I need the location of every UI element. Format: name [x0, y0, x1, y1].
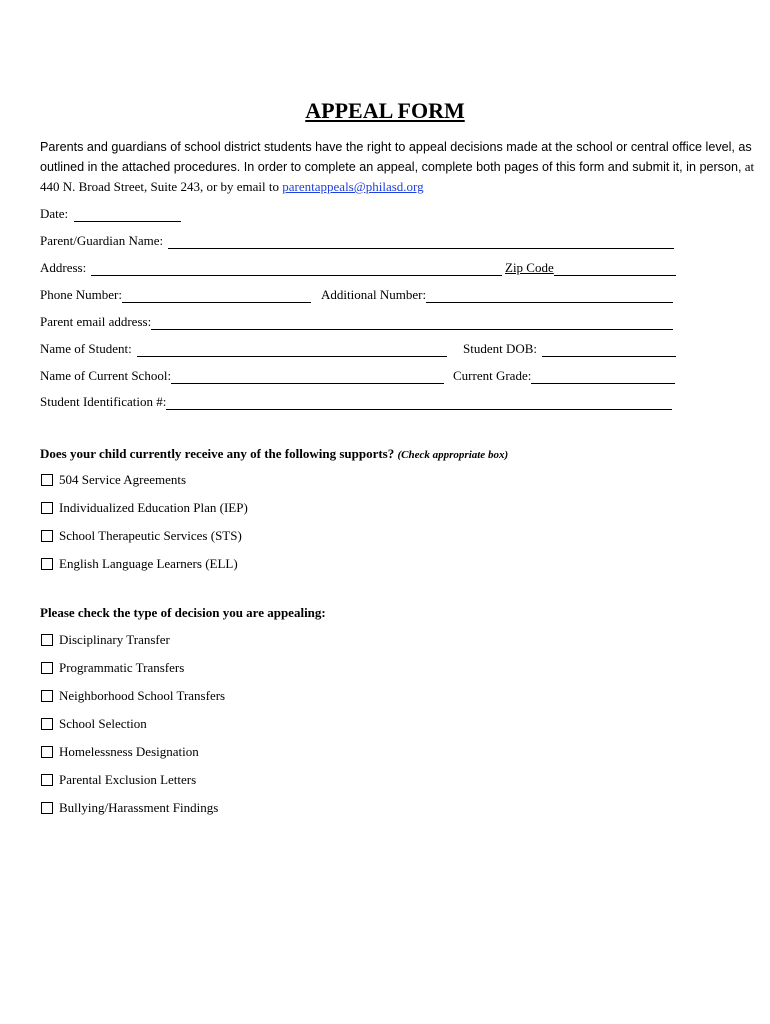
phone-label: Phone Number:	[40, 287, 122, 302]
additional-number-label: Additional Number:	[321, 287, 427, 302]
decision-option-label: Homelessness Designation	[59, 744, 199, 759]
intro-text-address: at 440 N. Broad Street, Suite 243, or by email to	[40, 159, 755, 194]
guardian-name-label: Parent/Guardian Name:	[40, 233, 164, 248]
supports-heading	[40, 446, 508, 462]
date-field[interactable]	[74, 206, 181, 222]
checkbox[interactable]	[41, 802, 53, 814]
current-grade-field[interactable]	[531, 368, 675, 384]
intro-text: Parents and guardians of school district students have the right to appeal decisions made at the school or central office level, as outlined in the attached procedures. In order to complete an appeal, complete both pages of this form and submit it, in person,	[40, 140, 752, 174]
current-grade-row	[453, 366, 675, 384]
parent-email-label: Parent email address:	[40, 314, 152, 329]
student-id-label: Student Identification #:	[40, 394, 167, 409]
additional-number-row	[321, 285, 673, 303]
date-row	[40, 204, 181, 222]
support-option[interactable]	[41, 528, 242, 544]
decision-option[interactable]	[41, 800, 218, 816]
decision-option-label: Neighborhood School Transfers	[59, 688, 226, 703]
appeal-email-link[interactable]: parentappeals@philasd.org	[282, 179, 424, 194]
address-row	[40, 258, 502, 276]
checkbox[interactable]	[41, 502, 53, 514]
zip-code-field[interactable]	[554, 260, 676, 276]
checkbox[interactable]	[41, 746, 53, 758]
current-school-label: Name of Current School:	[40, 368, 172, 383]
support-option[interactable]	[41, 556, 238, 572]
student-dob-field[interactable]	[542, 341, 676, 357]
current-grade-label: Current Grade:	[453, 368, 532, 383]
phone-row	[40, 285, 311, 303]
support-option[interactable]	[41, 472, 186, 488]
support-option-label: Individualized Education Plan (IEP)	[59, 500, 248, 515]
decision-option[interactable]	[41, 744, 199, 760]
decision-option-label: Parental Exclusion Letters	[59, 772, 197, 787]
student-name-row	[40, 339, 447, 357]
decisions-heading: Please check the type of decision you are appealing:	[40, 605, 326, 620]
current-school-row	[40, 366, 444, 384]
parent-email-field[interactable]	[151, 314, 673, 330]
decision-option-label: School Selection	[59, 716, 147, 731]
support-option-label: 504 Service Agreements	[59, 472, 187, 487]
decision-option[interactable]	[41, 632, 170, 648]
decision-option-label: Disciplinary Transfer	[59, 632, 170, 647]
student-dob-label: Student DOB:	[463, 341, 538, 356]
checkbox[interactable]	[41, 530, 53, 542]
student-dob-row	[463, 339, 676, 357]
checkbox[interactable]	[41, 718, 53, 730]
checkbox[interactable]	[41, 558, 53, 570]
decision-option[interactable]	[41, 772, 196, 788]
phone-field[interactable]	[122, 287, 311, 303]
supports-note: (Check appropriate box)	[397, 449, 509, 461]
date-label: Date:	[40, 206, 69, 221]
checkbox[interactable]	[41, 774, 53, 786]
decision-option-label: Programmatic Transfers	[59, 660, 185, 675]
student-name-label: Name of Student:	[40, 341, 132, 356]
checkbox[interactable]	[41, 634, 53, 646]
support-option-label: English Language Learners (ELL)	[59, 556, 238, 571]
additional-number-field[interactable]	[426, 287, 673, 303]
guardian-name-row	[40, 231, 674, 249]
address-field[interactable]	[91, 260, 502, 276]
intro-paragraph	[40, 137, 755, 196]
decision-option[interactable]	[41, 716, 147, 732]
zip-code-row	[505, 258, 676, 276]
guardian-name-field[interactable]	[168, 233, 674, 249]
address-label: Address:	[40, 260, 87, 275]
support-option-label: School Therapeutic Services (STS)	[59, 528, 242, 543]
student-name-field[interactable]	[137, 341, 447, 357]
checkbox[interactable]	[41, 690, 53, 702]
checkbox[interactable]	[41, 662, 53, 674]
support-option[interactable]	[41, 500, 248, 516]
current-school-field[interactable]	[171, 368, 444, 384]
decision-option-label: Bullying/Harassment Findings	[59, 800, 219, 815]
decision-option[interactable]	[41, 688, 225, 704]
zip-code-label: Zip Code	[505, 260, 554, 275]
page-title: APPEAL FORM	[305, 98, 465, 123]
supports-question: Does your child currently receive any of the following supports?	[40, 446, 395, 461]
student-id-row	[40, 392, 672, 410]
student-id-field[interactable]	[166, 394, 672, 410]
checkbox[interactable]	[41, 474, 53, 486]
decision-option[interactable]	[41, 660, 184, 676]
parent-email-row	[40, 312, 673, 330]
